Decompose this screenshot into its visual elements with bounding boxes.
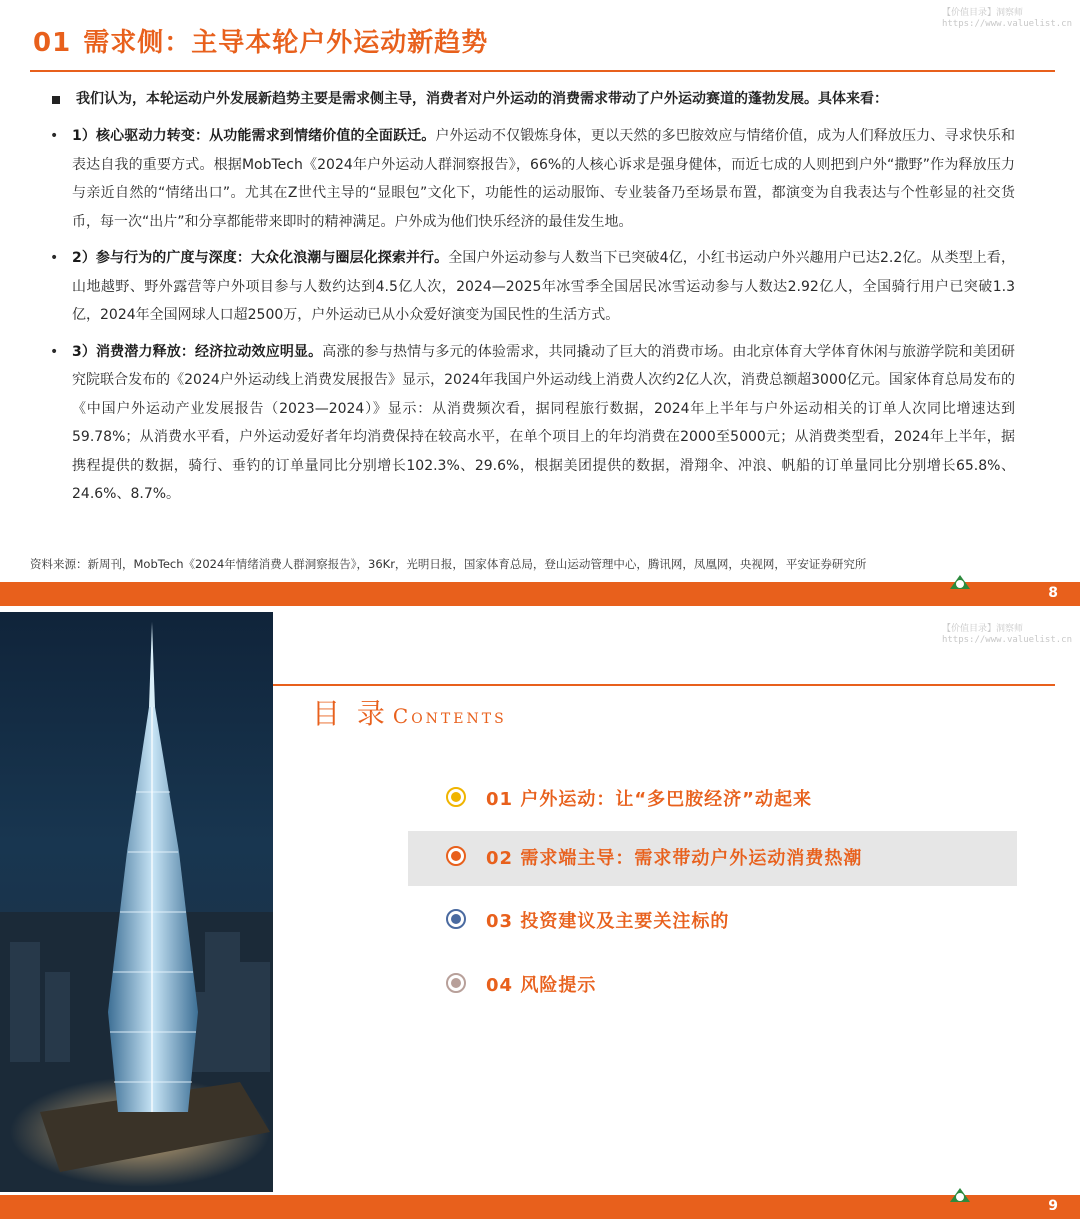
slide-9 [0,606,1080,1227]
logo-icon [950,1188,970,1202]
toc-title [312,692,507,732]
toc-item-1[interactable] [408,772,1017,827]
radio-circle-icon [446,909,466,929]
toc-item-label: 04 风险提示 [486,975,597,996]
toc-item-4[interactable] [408,958,1017,1013]
bullet-dot-icon: • [50,343,59,360]
bullet-dot-icon: • [50,128,59,144]
square-bullet-icon [52,96,60,104]
toc-item-3[interactable] [408,894,1017,949]
page-number: 8 [1048,585,1058,601]
skyscraper-photo [0,612,273,1192]
bullet-list [50,122,1015,517]
intro-text: 我们认为，本轮运动户外发展新趋势主要是需求侧主导，消费者对户外运动的消费需求带动了户外运动赛道的蓬勃发展。具体来看： [76,91,888,107]
footer-bar [0,1195,1080,1219]
radio-circle-icon [446,846,466,866]
toc-item-label: 01 户外运动：让“多巴胺经济”动起来 [486,789,812,810]
toc-title-en: Contents [392,704,507,728]
toc-item-2[interactable] [408,831,1017,886]
bullet-body: 高涨的参与热情与多元的体验需求，共同撬动了巨大的消费市场。由北京体育大学体育休闲与旅游学院和美团研究院联合发布的《2024户外运动线上消费发展报告》显示，2024年我国户外运动线上消费人次约2亿人次，消费总额超3000亿元。国家体育总局发布的《中国户外运动产业发展报告（2023—2024）》显示：从消费频次看，据同程旅行数据，2024年上半年与户外运动相关的订单人次同比增速达到59.78%；从消费水平看，户外运动爱好者年均消费保持在较高水平，在单个项目上的年均消费在2000至5000元；从消费类型看，2024年上半年，据携程提供的数据，骑行、垂钓的订单量同比分别增长102.3%、29.6%，根据美团提供的数据，滑翔伞、冲浪、帆船的订单量同比分别增长65.8%、24.6%、8.7%。 [72,343,1015,502]
skyscraper-illustration [0,612,273,1192]
bullet-item [50,122,1015,236]
bullet-lead: 2）参与行为的广度与深度：大众化浪潮与圈层化探索并行。 [72,250,449,266]
bullet-dot-icon: • [50,250,59,266]
logo-icon [950,575,970,589]
slide-8 [0,0,1080,606]
source-note: 资料来源：新周刊，MobTech《2024年情绪消费人群洞察报告》，36Kr，光明日报，国家体育总局，登山运动管理中心，腾讯网，凤凰网，央视网，平安证券研究所 [30,557,867,571]
toc-rule [273,684,1055,686]
section-title [33,22,488,59]
toc-item-label: 02 需求端主导：需求带动户外运动消费热潮 [486,848,863,869]
bullet-item [50,338,1015,509]
intro-paragraph [52,88,1032,110]
title-rule [30,70,1055,72]
footer-bar [0,582,1080,606]
bullet-lead: 1）核心驱动力转变：从功能需求到情绪价值的全面跃迁。 [72,128,436,144]
watermark: 【价值目录】洞察师 https://www.valuelist.cn [941,624,1072,645]
bullet-lead: 3）消费潜力释放：经济拉动效应明显。 [72,343,323,360]
page-number: 9 [1048,1198,1058,1214]
bullet-body: 户外运动不仅锻炼身体，更以天然的多巴胺效应与情绪价值，成为人们释放压力、寻求快乐和表达自我的重要方式。根据MobTech《2024年户外运动人群洞察报告》，66%的人核心诉求是强身健体，而近七成的人则把到户外“撒野”作为释放压力与亲近自然的“情绪出口”。尤其在Z世代主导的“显眼包”文化下，功能性的运动服饰、专业装备乃至场景布置，都演变为自我表达与个性彰显的社交货币，每一次“出片”和分享都能带来即时的精神满足。户外成为他们快乐经济的最佳发生地。 [72,128,1015,230]
section-title-text: 需求侧：主导本轮户外运动新趋势 [83,28,489,58]
toc-item-label: 03 投资建议及主要关注标的 [486,911,730,932]
toc-title-cn: 目 录 [312,697,389,730]
bullet-item [50,244,1015,330]
section-number: 01 [33,28,72,58]
bullet-body: 全国户外运动参与人数当下已突破4亿，小红书运动户外兴趣用户已达2.2亿。从类型上看，山地越野、野外露营等户外项目参与人数约达到4.5亿人次，2024—2025年冰雪季全国居民冰雪运动参与人数达2.92亿人，全国骑行用户已突破1.3亿，2024年全国网球人口超2500万，户外运动已从小众爱好演变为国民性的生活方式。 [72,250,1015,323]
radio-circle-icon [446,787,466,807]
radio-circle-icon [446,973,466,993]
watermark: 【价值目录】洞察师 https://www.valuelist.cn [941,8,1072,29]
